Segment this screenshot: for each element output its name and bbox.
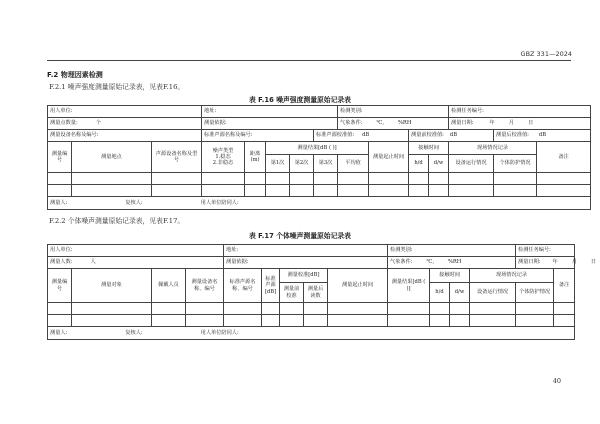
t2-data-row [48,303,575,315]
t1-h-distance: 距离(m) [245,142,266,173]
t1-footer: 测量人: 复核人: 用人单位陪同人: [48,197,591,210]
t1-h-note: 备注 [537,142,591,173]
t1-points-cell: 测量点数量: 个 [48,118,202,130]
t2-footer: 测量人: 复核人: 用人单位陪同人: [48,327,575,340]
table-f16 [47,105,591,210]
t2-address-cell: 地址: [224,245,388,257]
t1-h-location: 测量地点 [72,142,152,173]
t1-h-scene: 现场情况记录 [449,142,537,155]
t1-weather-cell: 气象条件: ℃, %RH [338,118,449,130]
t1-after-cal-cell: 测量后校准值: dB [494,130,591,142]
t2-h-target: 测量对象 [72,269,152,303]
t2-h-device: 测量设备名称、编号 [186,269,224,303]
t2-unit-cell: 用人单位: [48,245,224,257]
t2-data-row [48,315,575,327]
t2-h-std-value: 标准声源[dB] [262,269,280,303]
t1-h-hd: h/d [409,155,429,173]
t2-h-ppe: 个体防护情况 [516,283,554,303]
t1-date-cell: 测量日期: 年 月 日 [449,118,591,130]
t2-h-wearer: 佩戴人员 [152,269,186,303]
t2-h-exposure: 接触时间 [430,269,470,283]
t2-h-equip: 设备运行情况 [470,283,516,303]
t1-data-row [48,185,591,197]
t2-h-result: 测量结果[dB ( )] [388,269,430,303]
page-number: 40 [552,377,561,385]
t2-h-calibrator: 标准声源名称、编号 [224,269,262,303]
t2-h-no: 测量编号 [48,269,72,303]
t1-h-source-device: 声源设备名称及型号 [152,142,202,173]
t1-h-ppe: 个体防护情况 [494,155,537,173]
t2-h-cal: 测量校准[dB] [280,269,328,283]
t1-data-row [48,173,591,185]
t1-calibrator-cell: 标准声源名称及编号: [202,130,314,142]
t2-h-scene: 现场情况记录 [470,269,554,283]
t1-h-time: 测量起止时间 [369,142,409,173]
t1-std-value-cell: 标准声源校准值: dB [314,130,409,142]
table-f17 [47,244,597,340]
t1-h-dw: d/w [429,155,449,173]
t1-basis-cell: 测量依据: [202,118,338,130]
t2-h-before: 测量前校准 [280,283,304,303]
t2-h-after: 测量后读数 [304,283,328,303]
t1-h-third: 第3次 [314,155,338,173]
header-rule [47,60,571,61]
t1-before-cal-cell: 测量前校准值: dB [409,130,494,142]
t1-h-exposure: 接触时间 [409,142,449,155]
t1-address-cell: 地址: [202,106,338,118]
t1-h-point-no: 测量编号 [48,142,72,173]
t1-category-cell: 检测类别: [338,106,449,118]
standard-number: GBZ 331—2024 [520,50,572,58]
table-f17-caption: 表 F.17 个体噪声测量原始记录表 [249,232,351,240]
t1-h-equip: 设备运行情况 [449,155,494,173]
t1-unit-cell: 用人单位: [48,106,202,118]
t2-category-cell: 检测类别: [388,245,516,257]
t2-weather-cell: 气象条件: ℃, %RH [388,257,516,269]
t1-h-result: 测量结果[dB ( )] [266,142,369,155]
t2-h-hd: h/d [430,283,450,303]
paragraph-f22: F.2.2 个体噪声测量原始记录表，见表F.17。 [49,217,185,225]
t1-h-first: 第1次 [266,155,290,173]
t2-task-no-cell: 检测任务编号: [516,245,575,257]
t2-h-dw: d/w [450,283,470,303]
t1-h-avg: 平均值 [338,155,369,173]
section-title: F.2 物理因素检测 [47,71,103,79]
t1-device-cell: 测量设备名称及编号: [48,130,202,142]
t2-basis-cell: 测量依据: [224,257,388,269]
t2-h-note: 备注 [554,269,575,303]
paragraph-f21: F.2.1 噪声强度测量原始记录表，见表F.16。 [49,83,185,91]
t1-h-second: 第2次 [290,155,314,173]
t2-date-cell: 测量日期: 年 月 日 [516,257,575,269]
t2-persons-cell: 测量人数: 人 [48,257,224,269]
t2-h-time: 测量起止时间 [328,269,388,303]
t1-h-noise-type: 噪声类型 1.稳态 2.非稳态 [202,142,245,173]
t1-task-no-cell: 检测任务编号: [449,106,591,118]
table-f16-caption: 表 F.16 噪声强度测量原始记录表 [249,96,351,104]
